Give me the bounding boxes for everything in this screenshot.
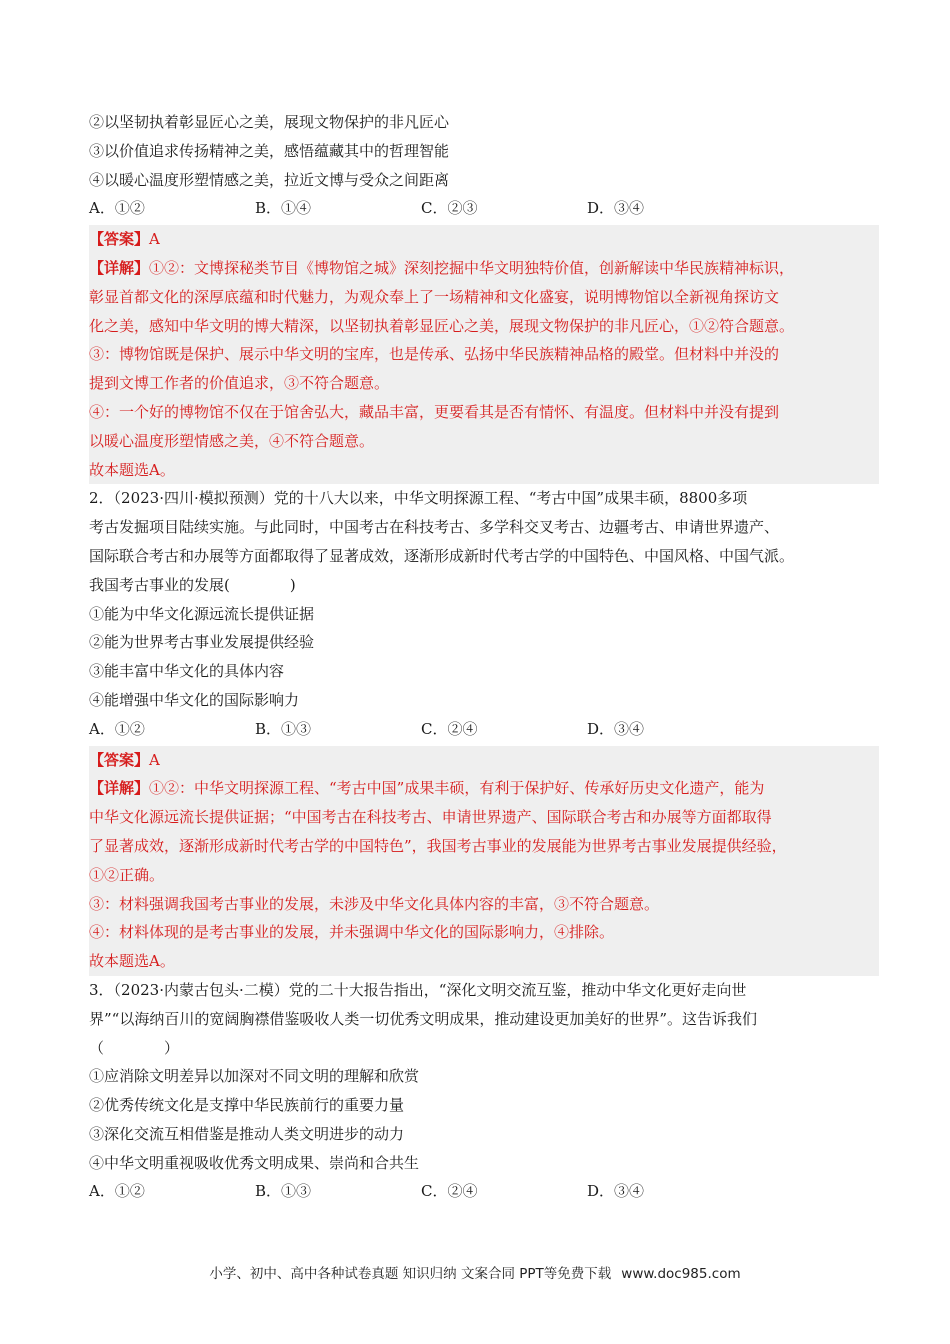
detail-line: 提到文博工作者的价值追求，③不符合题意。 bbox=[89, 374, 390, 393]
footer-text: 小学、初中、高中各种试卷真题 知识归纳 文案合同 PPT等免费下载 bbox=[209, 1266, 612, 1282]
question-2 bbox=[89, 484, 879, 743]
detail-line: ③：材料强调我国考古事业的发展，未涉及中华文化具体内容的丰富，③不符合题意。 bbox=[89, 894, 660, 913]
document-page bbox=[89, 108, 879, 1206]
detail-tag: 【详解】 bbox=[89, 779, 150, 798]
answer-choices bbox=[89, 715, 879, 744]
choice-b: B．①③ bbox=[255, 719, 312, 738]
question-stem: 2．（2023·四川·模拟预测）党的十八大以来，中华文明探源工程、“考古中国”成果丰硕，8800多项 bbox=[89, 489, 748, 508]
option-statement: ③深化交流互相借鉴是推动人类文明进步的动力 bbox=[89, 1124, 405, 1143]
answer-choices bbox=[89, 194, 879, 223]
choice-a: A．①② bbox=[89, 199, 145, 218]
detail-line: 【详解】①②：中华文明探源工程、“考古中国”成果丰硕，有利于保护好、传承好历史文化遗产，能为 bbox=[89, 779, 765, 798]
option-statement: ④中华文明重视吸收优秀文明成果、崇尚和合共生 bbox=[89, 1153, 420, 1172]
option-statement: ④以暖心温度形塑情感之美，拉近文博与受众之间距离 bbox=[89, 170, 450, 189]
detail-tag: 【详解】 bbox=[89, 258, 150, 277]
option-statement: ④能增强中华文化的国际影响力 bbox=[89, 690, 300, 709]
answer-tag: 【答案】 bbox=[89, 750, 150, 769]
answer-explanation-2 bbox=[89, 746, 879, 976]
question-stem: （ ） bbox=[89, 1038, 180, 1057]
question-stem: 国际联合考古和办展等方面都取得了显著成效，逐渐形成新时代考古学的中国特色、中国风格、中国气派。 bbox=[89, 546, 795, 565]
detail-line: 故本题选A。 bbox=[89, 952, 175, 971]
choice-c: C．②④ bbox=[421, 719, 478, 738]
question-stem: 3．（2023·内蒙古包头·二模）党的二十大报告指出，“深化文明交流互鉴，推动中华文化更好走向世 bbox=[89, 980, 747, 999]
option-statement: ③能丰富中华文化的具体内容 bbox=[89, 662, 285, 681]
choice-b: B．①④ bbox=[255, 199, 312, 218]
option-statement: ③以价值追求传扬精神之美，感悟蕴藏其中的哲理智能 bbox=[89, 141, 450, 160]
answer-value: A bbox=[149, 750, 160, 769]
answer-tag: 【答案】 bbox=[89, 230, 150, 249]
footer-url[interactable]: www.doc985.com bbox=[621, 1266, 741, 1282]
answer-explanation-1 bbox=[89, 225, 879, 484]
choice-c: C．②④ bbox=[421, 1182, 478, 1201]
detail-line: 【详解】①②：文博探秘类节目《博物馆之城》深刻挖掘中华文明独特价值，创新解读中华民族精神标识， bbox=[89, 258, 795, 277]
detail-line: 故本题选A。 bbox=[89, 460, 175, 479]
choice-c: C．②③ bbox=[421, 199, 478, 218]
detail-line: 彰显首都文化的深厚底蕴和时代魅力，为观众奉上了一场精神和文化盛宴，说明博物馆以全新视角探访文 bbox=[89, 287, 780, 306]
answer-line bbox=[89, 746, 879, 775]
choice-d: D．③④ bbox=[587, 719, 645, 738]
choice-a: A．①② bbox=[89, 719, 145, 738]
answer-value: A bbox=[149, 230, 160, 249]
option-statement: ②优秀传统文化是支撑中华民族前行的重要力量 bbox=[89, 1096, 405, 1115]
detail-line: 以暖心温度形塑情感之美，④不符合题意。 bbox=[89, 431, 375, 450]
option-statement: ②以坚韧执着彰显匠心之美，展现文物保护的非凡匠心 bbox=[89, 113, 450, 131]
question-stem: 我国考古事业的发展( ) bbox=[89, 575, 296, 594]
option-statement: ①能为中华文化源远流长提供证据 bbox=[89, 604, 315, 623]
detail-line: 了显著成效，逐渐形成新时代考古学的中国特色”，我国考古事业的发展能为世界考古事业发展提供经验， bbox=[89, 836, 787, 855]
question-3 bbox=[89, 976, 879, 1206]
choice-a: A．①② bbox=[89, 1182, 145, 1201]
option-statement: ②能为世界考古事业发展提供经验 bbox=[89, 633, 315, 652]
detail-line: 中华文化源远流长提供证据；“中国考古在科技考古、申请世界遗产、国际联合考古和办展等方面都取得 bbox=[89, 808, 772, 827]
detail-line: ④：一个好的博物馆不仅在于馆舍弘大，藏品丰富，更要看其是否有情怀、有温度。但材料中并没有提到 bbox=[89, 402, 780, 421]
choice-d: D．③④ bbox=[587, 1182, 645, 1201]
question-stem: 考古发掘项目陆续实施。与此同时，中国考古在科技考古、多学科交叉考古、边疆考古、申请世界遗产、 bbox=[89, 518, 780, 537]
answer-choices bbox=[89, 1177, 879, 1206]
question-1-tail bbox=[89, 108, 879, 223]
choice-d: D．③④ bbox=[587, 199, 645, 218]
detail-line: 化之美，感知中华文明的博大精深，以坚韧执着彰显匠心之美，展现文物保护的非凡匠心，①②符合题意。 bbox=[89, 316, 795, 335]
detail-line: ④：材料体现的是考古事业的发展，并未强调中华文化的国际影响力，④排除。 bbox=[89, 923, 615, 942]
option-statement: ①应消除文明差异以加深对不同文明的理解和欣赏 bbox=[89, 1067, 420, 1086]
detail-line: ①②正确。 bbox=[89, 865, 165, 884]
answer-line bbox=[89, 225, 879, 254]
page-footer bbox=[0, 1262, 950, 1282]
question-stem: 界”“以海纳百川的宽阔胸襟借鉴吸收人类一切优秀文明成果，推动建设更加美好的世界”。这告诉我们 bbox=[89, 1009, 758, 1028]
detail-line: ③：博物馆既是保护、展示中华文明的宝库，也是传承、弘扬中华民族精神品格的殿堂。但材料中并没的 bbox=[89, 345, 780, 364]
choice-b: B．①③ bbox=[255, 1182, 312, 1201]
